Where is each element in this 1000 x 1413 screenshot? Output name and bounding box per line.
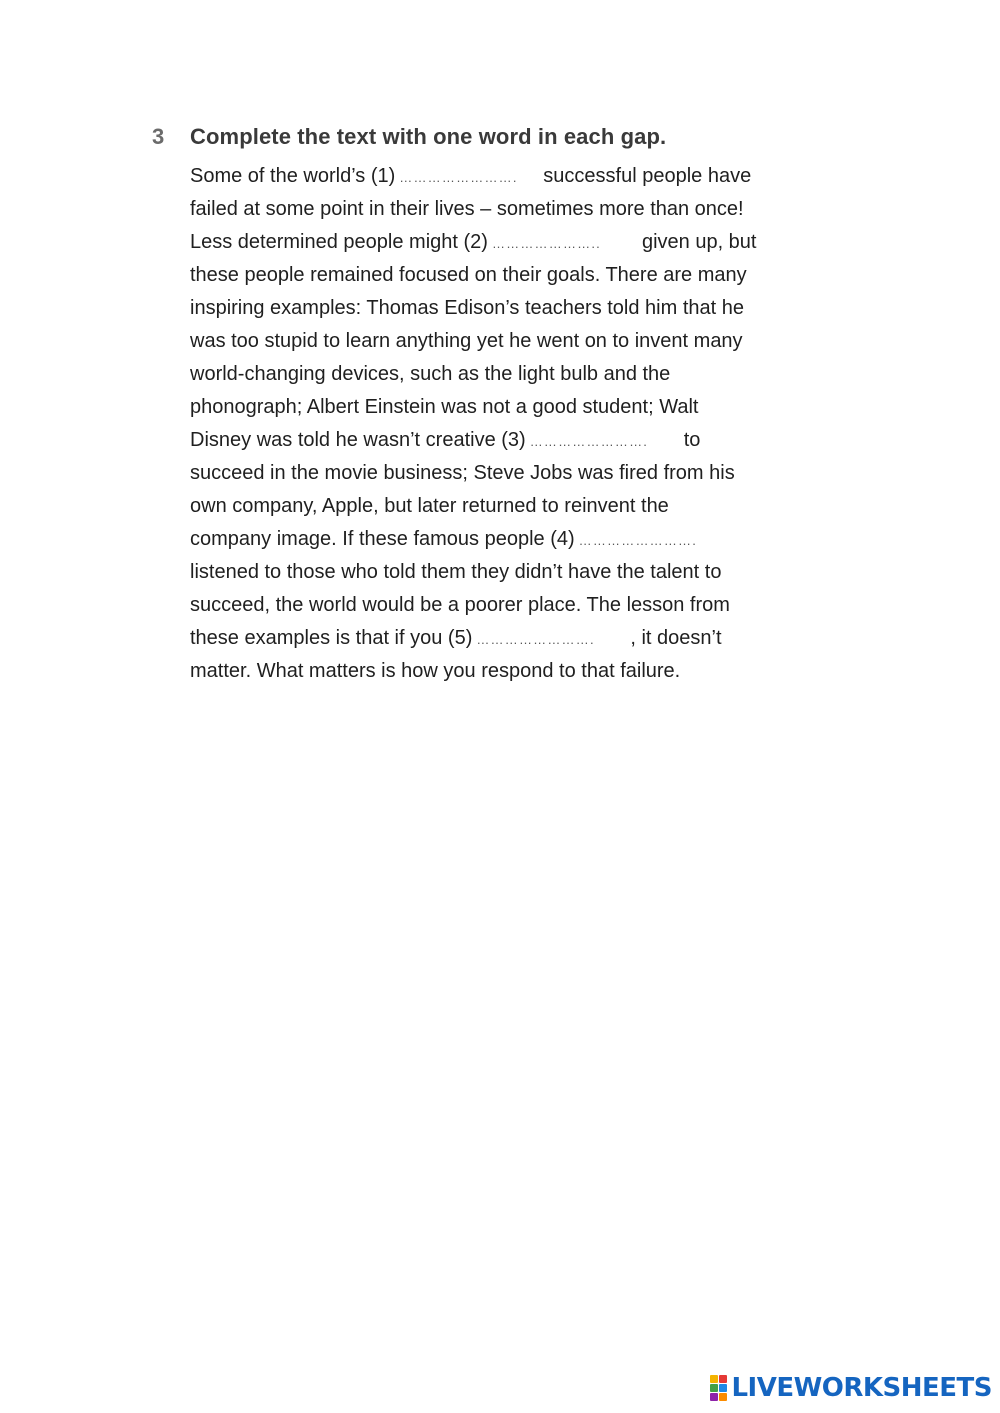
gap-5-input[interactable]: ……………………. <box>476 632 595 647</box>
logo-tile <box>719 1384 727 1392</box>
line-text: Disney was told he wasn’t creative (3) <box>190 429 526 451</box>
exercise-instruction: Complete the text with one word in each gap. <box>190 124 667 149</box>
logo-tile <box>719 1375 727 1383</box>
passage-line: succeed in the movie business; Steve Jobs was fired from his <box>190 462 735 484</box>
line-text: these examples is that if you (5) <box>190 627 473 649</box>
line-text: Some of the world’s (1) <box>190 165 396 187</box>
passage-line: matter. What matters is how you respond to that failure. <box>190 660 681 682</box>
exercise-number: 3 <box>152 124 165 149</box>
logo-tile <box>710 1393 718 1401</box>
line-text: successful people have <box>543 165 752 187</box>
passage-line: listened to those who told them they didn’t have the talent to <box>190 561 722 583</box>
liveworksheets-logo[interactable] <box>710 1373 992 1403</box>
gap-4-input[interactable]: ……………………. <box>578 533 698 548</box>
liveworksheets-logo-icon <box>710 1375 727 1401</box>
line-text: company image. If these famous people (4) <box>190 528 575 550</box>
passage-text <box>190 160 850 688</box>
passage-line: phonograph; Albert Einstein was not a good student; Walt <box>190 396 699 418</box>
passage-line <box>190 226 850 259</box>
passage-line: failed at some point in their lives – sometimes more than once! <box>190 198 744 220</box>
line-text: to <box>683 429 701 451</box>
passage-line <box>190 424 850 457</box>
passage-line: inspiring examples: Thomas Edison’s teachers told him that he <box>190 297 744 319</box>
logo-wordmark: LIVEWORKSHEETS <box>731 1373 992 1403</box>
logo-tile <box>710 1384 718 1392</box>
passage-line <box>190 523 850 556</box>
passage-line <box>190 160 850 193</box>
line-text: Less determined people might (2) <box>190 231 488 253</box>
passage-line: was too stupid to learn anything yet he went on to invent many <box>190 330 743 352</box>
passage-line: these people remained focused on their goals. There are many <box>190 264 747 286</box>
exercise-heading <box>152 124 852 160</box>
logo-tile <box>710 1375 718 1383</box>
gap-3-input[interactable]: ……………………. <box>529 434 649 449</box>
passage-line: succeed, the world would be a poorer place. The lesson from <box>190 594 730 616</box>
passage-line: own company, Apple, but later returned to reinvent the <box>190 495 669 517</box>
gap-2-input[interactable]: ………………….. <box>491 236 601 251</box>
logo-tile <box>719 1393 727 1401</box>
line-text: given up, but <box>641 231 757 253</box>
passage-line: world-changing devices, such as the light bulb and the <box>190 363 671 385</box>
line-text: , it doesn’t <box>630 627 722 649</box>
gap-1-input[interactable]: ……………………. <box>399 170 518 185</box>
exercise-block <box>152 124 852 688</box>
passage-line <box>190 622 850 655</box>
